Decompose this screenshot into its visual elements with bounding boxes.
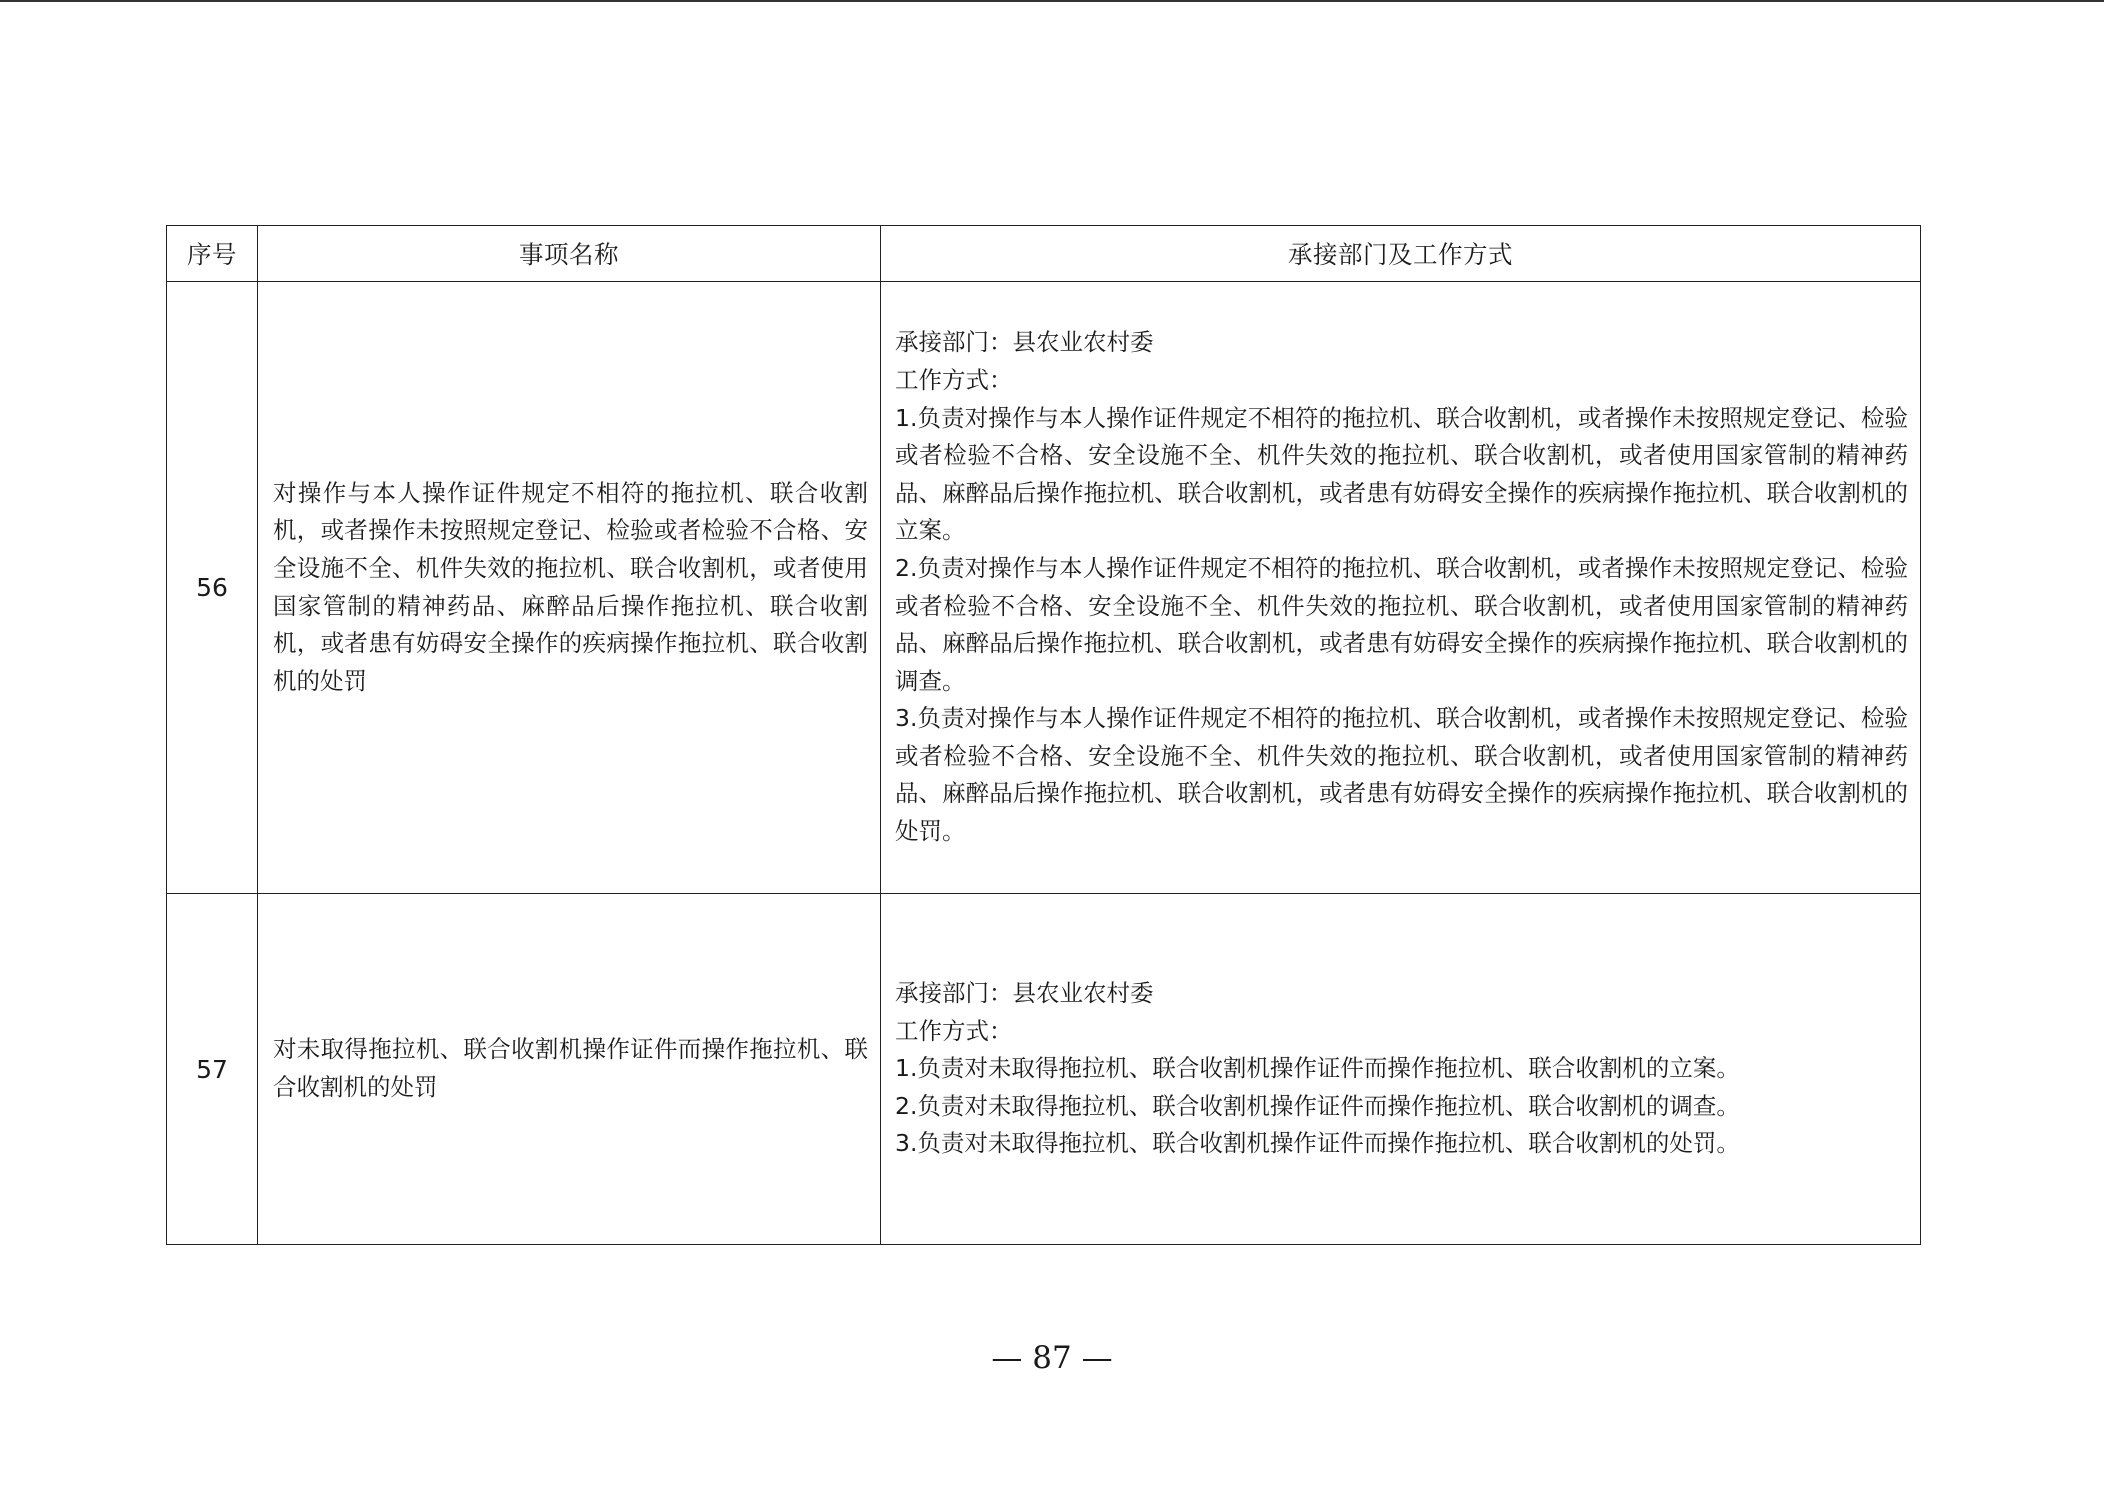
method-item: 2.负责对操作与本人操作证件规定不相符的拖拉机、联合收割机，或者操作未按照规定登记、检验或者检验不合格、安全设施不全、机件失效的拖拉机、联合收割机，或者使用国家管制的精神药品、麻醉品后操作拖拉机、联合收割机，或者患有妨碍安全操作的疾病操作拖拉机、联合收割机的调查。 bbox=[895, 553, 1908, 695]
method-item: 3.负责对操作与本人操作证件规定不相符的拖拉机、联合收割机，或者操作未按照规定登记、检验或者检验不合格、安全设施不全、机件失效的拖拉机、联合收割机，或者使用国家管制的精神药品、麻醉品后操作拖拉机、联合收割机，或者患有妨碍安全操作的疾病操作拖拉机、联合收割机的处罚。 bbox=[895, 704, 1908, 846]
method-item: 1.负责对未取得拖拉机、联合收割机操作证件而操作拖拉机、联合收割机的立案。 bbox=[895, 1054, 1740, 1083]
department-line: 承接部门：县农业农村委 bbox=[895, 328, 1154, 357]
page-number: — 87 — bbox=[991, 1340, 1113, 1376]
row-department-method bbox=[881, 894, 1921, 1245]
header-department-method: 承接部门及工作方式 bbox=[881, 226, 1921, 282]
table-row bbox=[167, 894, 1921, 1245]
row-item-name: 对操作与本人操作证件规定不相符的拖拉机、联合收割机，或者操作未按照规定登记、检验或者检验不合格、安全设施不全、机件失效的拖拉机、联合收割机，或者使用国家管制的精神药品、麻醉品后操作拖拉机、联合收割机，或者患有妨碍安全操作的疾病操作拖拉机、联合收割机的处罚 bbox=[258, 282, 881, 894]
row-department-method bbox=[881, 282, 1921, 894]
method-item: 1.负责对操作与本人操作证件规定不相符的拖拉机、联合收割机，或者操作未按照规定登记、检验或者检验不合格、安全设施不全、机件失效的拖拉机、联合收割机，或者使用国家管制的精神药品、麻醉品后操作拖拉机、联合收割机，或者患有妨碍安全操作的疾病操作拖拉机、联合收割机的立案。 bbox=[895, 403, 1908, 545]
method-label: 工作方式： bbox=[895, 365, 1013, 394]
row-item-name: 对未取得拖拉机、联合收割机操作证件而操作拖拉机、联合收割机的处罚 bbox=[258, 894, 881, 1245]
header-seq: 序号 bbox=[167, 226, 258, 282]
top-border-line bbox=[0, 0, 2104, 2]
table-row bbox=[167, 282, 1921, 894]
header-item-name: 事项名称 bbox=[258, 226, 881, 282]
department-line: 承接部门：县农业农村委 bbox=[895, 979, 1154, 1008]
matters-table bbox=[166, 225, 1921, 1245]
method-label: 工作方式： bbox=[895, 1016, 1013, 1045]
row-seq-number: 57 bbox=[167, 894, 258, 1245]
method-item: 3.负责对未取得拖拉机、联合收割机操作证件而操作拖拉机、联合收割机的处罚。 bbox=[895, 1129, 1740, 1158]
method-item: 2.负责对未取得拖拉机、联合收割机操作证件而操作拖拉机、联合收割机的调查。 bbox=[895, 1091, 1740, 1120]
row-seq-number: 56 bbox=[167, 282, 258, 894]
table-header-row bbox=[167, 226, 1921, 282]
